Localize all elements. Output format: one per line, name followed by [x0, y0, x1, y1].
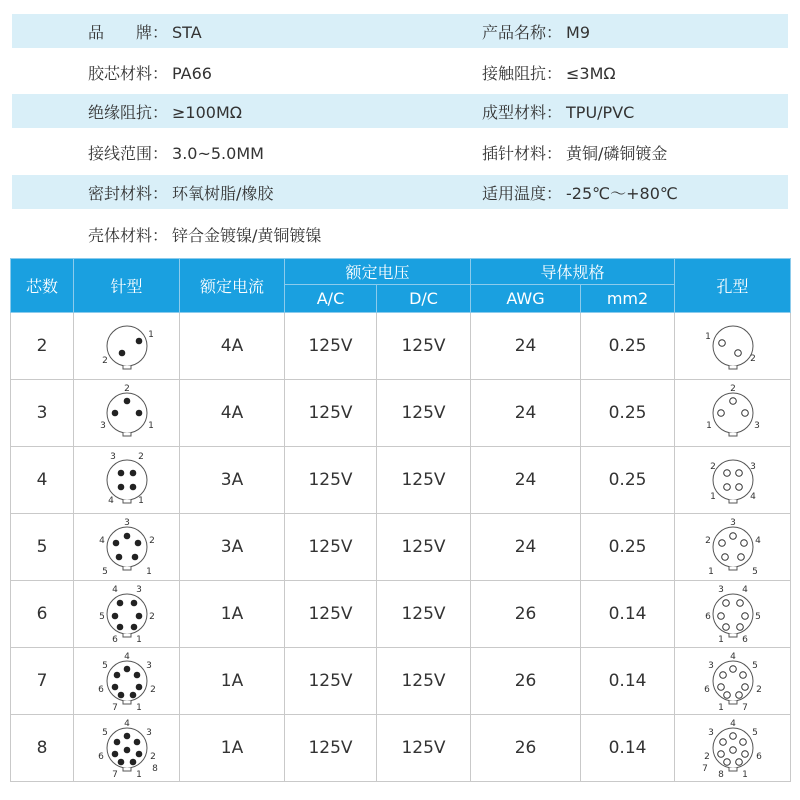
- pin-number-label: 3: [729, 518, 736, 528]
- pin-number-label: 3: [99, 421, 106, 431]
- hole-dot: [734, 350, 741, 357]
- cell-awg: 24: [471, 514, 581, 581]
- hole-dot: [723, 692, 730, 699]
- pin-dot: [111, 613, 118, 620]
- spec-row-2: [12, 55, 788, 89]
- pin-dot: [135, 684, 142, 691]
- pin-dot: [133, 672, 140, 679]
- pin-dot: [123, 533, 130, 540]
- key-notch: [123, 500, 131, 503]
- spec-row-1: [12, 14, 788, 48]
- key-notch: [123, 366, 131, 369]
- pin-dot: [117, 692, 124, 699]
- header-dc: D/C: [377, 285, 471, 313]
- cell-dc-voltage: 125V: [377, 715, 471, 782]
- hole-diagram: [697, 449, 769, 511]
- pin-number-label: 3: [707, 728, 714, 738]
- cell-hole-type: [675, 581, 791, 648]
- pin-dot: [115, 554, 122, 561]
- pin-number-label: 3: [123, 518, 130, 528]
- pin-number-label: 1: [707, 567, 714, 577]
- pin-number-label: 1: [741, 770, 748, 779]
- header-rated-voltage: 额定电压: [285, 259, 471, 285]
- pin-dot: [117, 484, 124, 491]
- key-notch: [729, 433, 737, 436]
- hole-dot: [741, 613, 748, 620]
- hole-dot: [718, 340, 725, 347]
- connector-body: [107, 460, 147, 500]
- cell-dc-voltage: 125V: [377, 313, 471, 380]
- pin-number-label: 8: [151, 764, 158, 774]
- spec-label: 成型材料：: [482, 102, 563, 122]
- pin-number-label: 6: [111, 635, 118, 645]
- spec-label: 绝缘阻抗：: [88, 102, 169, 122]
- connector-body: [107, 326, 147, 366]
- key-notch: [123, 768, 131, 771]
- spec-label: 产品名称：: [482, 22, 563, 42]
- pin-number-label: 4: [107, 496, 114, 506]
- hole-dot: [729, 666, 736, 673]
- cell-dc-voltage: 125V: [377, 581, 471, 648]
- table-row: [11, 514, 791, 581]
- cell-awg: 24: [471, 380, 581, 447]
- spec-value: ≤3MΩ: [566, 63, 616, 83]
- header-conductor-spec: 导体规格: [471, 259, 675, 285]
- key-notch: [123, 701, 131, 704]
- key-notch: [729, 567, 737, 570]
- pin-number-label: 7: [111, 703, 118, 712]
- cell-hole-type: [675, 715, 791, 782]
- pin-number-label: 3: [135, 585, 142, 595]
- pin-dot: [123, 666, 130, 673]
- table-row: [11, 648, 791, 715]
- hole-dot: [735, 692, 742, 699]
- cell-ac-voltage: 125V: [285, 648, 377, 715]
- spec-row-4: [12, 135, 788, 169]
- header-hole-type: 孔型: [675, 259, 791, 313]
- cell-awg: 26: [471, 715, 581, 782]
- key-notch: [729, 500, 737, 503]
- pin-number-label: 5: [101, 567, 108, 577]
- pin-number-label: 5: [101, 661, 108, 671]
- pin-dot: [123, 733, 130, 740]
- pin-dot: [117, 470, 124, 477]
- cell-dc-voltage: 125V: [377, 447, 471, 514]
- pin-dot: [123, 398, 130, 405]
- cell-awg: 26: [471, 581, 581, 648]
- pin-number-label: 2: [755, 685, 762, 695]
- hole-dot: [723, 470, 730, 477]
- key-notch: [729, 366, 737, 369]
- cell-hole-type: [675, 380, 791, 447]
- header-cores: 芯数: [11, 259, 74, 313]
- cell-dc-voltage: 125V: [377, 648, 471, 715]
- pin-dot: [117, 759, 124, 766]
- spec-label: 胶芯材料：: [88, 63, 169, 83]
- hole-dot: [721, 554, 728, 561]
- pin-dot: [111, 751, 118, 758]
- cell-ac-voltage: 125V: [285, 581, 377, 648]
- hole-dot: [735, 484, 742, 491]
- hole-dot: [741, 410, 748, 417]
- hole-dot: [729, 398, 736, 405]
- hole-dot: [736, 600, 743, 607]
- spec-label: 壳体材料：: [88, 225, 169, 245]
- pin-dot: [129, 759, 136, 766]
- pin-number-label: 5: [751, 728, 758, 738]
- cell-pin-type: [74, 447, 180, 514]
- pin-dot: [135, 338, 142, 345]
- hole-dot: [718, 540, 725, 547]
- hole-dot: [735, 470, 742, 477]
- cell-pin-type: [74, 715, 180, 782]
- spec-value: 3.0~5.0MM: [172, 143, 264, 163]
- pin-dot: [134, 540, 141, 547]
- pin-number-label: 6: [97, 685, 104, 695]
- pin-dot: [113, 672, 120, 679]
- pin-number-label: 1: [705, 421, 712, 431]
- hole-dot: [736, 624, 743, 631]
- cell-mm2: 0.25: [581, 447, 675, 514]
- table-row: [11, 313, 791, 380]
- cell-mm2: 0.25: [581, 380, 675, 447]
- spec-value: PA66: [172, 63, 212, 83]
- pin-number-label: 4: [729, 719, 736, 729]
- pin-number-label: 6: [704, 612, 711, 622]
- cell-rated-current: 3A: [180, 514, 285, 581]
- pin-number-label: 1: [145, 567, 152, 577]
- pin-number-label: 4: [123, 652, 130, 662]
- socket-body: [713, 460, 753, 500]
- cell-hole-type: [675, 514, 791, 581]
- cell-ac-voltage: 125V: [285, 380, 377, 447]
- pin-number-label: 1: [147, 330, 154, 340]
- cell-cores: 3: [11, 380, 74, 447]
- pin-number-label: 1: [717, 703, 724, 712]
- hole-dot: [737, 554, 744, 561]
- hole-dot: [722, 624, 729, 631]
- header-mm2: mm2: [581, 285, 675, 313]
- pin-number-label: 1: [135, 703, 142, 712]
- pin-number-label: 2: [704, 536, 711, 546]
- pin-dot: [130, 600, 137, 607]
- cell-pin-type: [74, 313, 180, 380]
- cell-ac-voltage: 125V: [285, 514, 377, 581]
- hole-dot: [717, 751, 724, 758]
- cell-mm2: 0.14: [581, 715, 675, 782]
- spec-row-5: [12, 175, 788, 209]
- cell-pin-type: [74, 648, 180, 715]
- pin-dot: [112, 540, 119, 547]
- hole-diagram: [697, 315, 769, 377]
- cell-ac-voltage: 125V: [285, 313, 377, 380]
- cell-mm2: 0.14: [581, 648, 675, 715]
- spec-label: 插针材料：: [482, 143, 563, 163]
- pin-diagram: [91, 650, 163, 712]
- spec-value: TPU/PVC: [566, 102, 635, 122]
- table-row: [11, 380, 791, 447]
- pin-dot: [131, 554, 138, 561]
- cell-hole-type: [675, 447, 791, 514]
- pin-number-label: 1: [137, 496, 144, 506]
- hole-dot: [739, 672, 746, 679]
- spec-label: 适用温度：: [482, 183, 563, 203]
- pin-number-label: 3: [109, 452, 116, 462]
- spec-value: 黄铜/磷铜镀金: [566, 143, 668, 163]
- key-notch: [123, 634, 131, 637]
- hole-dot: [717, 684, 724, 691]
- pin-number-label: 2: [749, 354, 756, 364]
- cell-dc-voltage: 125V: [377, 380, 471, 447]
- pin-number-label: 1: [147, 421, 154, 431]
- key-notch: [729, 768, 737, 771]
- pin-dot: [116, 624, 123, 631]
- pin-number-label: 7: [741, 703, 748, 712]
- pin-number-label: 2: [703, 752, 710, 762]
- pin-number-label: 4: [754, 536, 761, 546]
- cell-cores: 5: [11, 514, 74, 581]
- pin-dot: [116, 600, 123, 607]
- pin-number-label: 3: [145, 661, 152, 671]
- header-ac: A/C: [285, 285, 377, 313]
- cell-rated-current: 1A: [180, 715, 285, 782]
- pin-number-label: 2: [709, 462, 716, 472]
- pin-diagram: [91, 449, 163, 511]
- key-notch: [123, 433, 131, 436]
- pin-dot: [118, 350, 125, 357]
- pin-number-label: 3: [753, 421, 760, 431]
- cell-mm2: 0.25: [581, 313, 675, 380]
- pin-dot: [130, 624, 137, 631]
- pin-number-label: 4: [123, 719, 130, 729]
- header-pin-type: 针型: [74, 259, 180, 313]
- pin-dot: [133, 739, 140, 746]
- pin-number-label: 4: [729, 652, 736, 662]
- pin-diagram: [91, 315, 163, 377]
- pin-number-label: 3: [717, 585, 724, 595]
- cell-cores: 6: [11, 581, 74, 648]
- pin-dot: [135, 751, 142, 758]
- header-awg: AWG: [471, 285, 581, 313]
- pin-dot: [113, 739, 120, 746]
- cell-awg: 24: [471, 447, 581, 514]
- table-row: [11, 581, 791, 648]
- pin-number-label: 3: [707, 661, 714, 671]
- pin-number-label: 1: [135, 770, 142, 779]
- hole-dot: [741, 684, 748, 691]
- cell-rated-current: 4A: [180, 313, 285, 380]
- pin-number-label: 5: [754, 612, 761, 622]
- pin-number-label: 7: [701, 764, 708, 774]
- spec-label: 品 牌：: [88, 22, 169, 42]
- cell-cores: 8: [11, 715, 74, 782]
- cell-pin-type: [74, 581, 180, 648]
- pin-number-label: 6: [703, 685, 710, 695]
- pin-number-label: 4: [741, 585, 748, 595]
- pin-dot: [135, 410, 142, 417]
- cell-rated-current: 1A: [180, 581, 285, 648]
- pin-number-label: 2: [148, 536, 155, 546]
- pin-number-label: 4: [749, 492, 756, 502]
- pin-number-label: 3: [749, 462, 756, 472]
- hole-diagram: [697, 583, 769, 645]
- pin-dot: [123, 747, 130, 754]
- pin-number-label: 4: [111, 585, 118, 595]
- hole-diagram: [697, 717, 769, 779]
- table-row: [11, 715, 791, 782]
- hole-dot: [717, 613, 724, 620]
- hole-dot: [719, 739, 726, 746]
- cell-rated-current: 4A: [180, 380, 285, 447]
- cell-ac-voltage: 125V: [285, 715, 377, 782]
- cell-mm2: 0.25: [581, 514, 675, 581]
- cell-hole-type: [675, 648, 791, 715]
- pin-number-label: 5: [101, 728, 108, 738]
- pin-dot: [135, 613, 142, 620]
- spec-value: 环氧树脂/橡胶: [172, 183, 274, 203]
- pin-diagram: [91, 583, 163, 645]
- spec-value: ≥100MΩ: [172, 102, 242, 122]
- cell-cores: 2: [11, 313, 74, 380]
- pin-number-label: 5: [751, 661, 758, 671]
- hole-diagram: [697, 650, 769, 712]
- hole-diagram: [697, 516, 769, 578]
- spec-value: STA: [172, 22, 202, 42]
- pin-diagram: [91, 516, 163, 578]
- pin-number-label: 2: [101, 356, 108, 366]
- pin-dot: [111, 684, 118, 691]
- pin-dot: [111, 410, 118, 417]
- cell-rated-current: 1A: [180, 648, 285, 715]
- pin-number-label: 2: [123, 384, 130, 394]
- key-notch: [729, 701, 737, 704]
- pin-diagram: [91, 382, 163, 444]
- spec-value: 锌合金镀镍/黄铜镀镍: [172, 225, 322, 245]
- hole-dot: [735, 759, 742, 766]
- pin-number-label: 2: [148, 612, 155, 622]
- pin-number-label: 2: [149, 685, 156, 695]
- key-notch: [123, 567, 131, 570]
- hole-dot: [722, 600, 729, 607]
- cell-pin-type: [74, 514, 180, 581]
- pin-number-label: 7: [111, 770, 118, 779]
- pin-number-label: 1: [704, 332, 711, 342]
- pin-number-label: 2: [149, 752, 156, 762]
- pin-number-label: 1: [135, 635, 142, 645]
- header-rated-current: 额定电流: [180, 259, 285, 313]
- pin-number-label: 2: [729, 384, 736, 394]
- hole-dot: [719, 672, 726, 679]
- hole-dot: [729, 533, 736, 540]
- cell-cores: 4: [11, 447, 74, 514]
- table-row: [11, 447, 791, 514]
- spec-value: -25℃～+80℃: [566, 183, 678, 203]
- cell-rated-current: 3A: [180, 447, 285, 514]
- pin-number-label: 6: [755, 752, 762, 762]
- pin-number-label: 3: [145, 728, 152, 738]
- pin-number-label: 5: [751, 567, 758, 577]
- socket-body: [713, 326, 753, 366]
- cell-hole-type: [675, 313, 791, 380]
- connector-spec-table: [10, 258, 791, 782]
- hole-dot: [729, 747, 736, 754]
- spec-label: 接线范围：: [88, 143, 169, 163]
- pin-dot: [129, 692, 136, 699]
- cell-awg: 26: [471, 648, 581, 715]
- spec-value: M9: [566, 22, 590, 42]
- hole-dot: [740, 540, 747, 547]
- spec-row-3: [12, 94, 788, 128]
- key-notch: [729, 634, 737, 637]
- spec-row-6: [12, 217, 788, 251]
- hole-dot: [741, 751, 748, 758]
- hole-dot: [739, 739, 746, 746]
- pin-number-label: 4: [98, 536, 105, 546]
- cell-ac-voltage: 125V: [285, 447, 377, 514]
- pin-number-label: 1: [709, 492, 716, 502]
- pin-diagram: [91, 717, 163, 779]
- cell-mm2: 0.14: [581, 581, 675, 648]
- pin-dot: [129, 484, 136, 491]
- pin-number-label: 5: [98, 612, 105, 622]
- pin-number-label: 1: [717, 635, 724, 645]
- hole-diagram: [697, 382, 769, 444]
- hole-dot: [717, 410, 724, 417]
- pin-number-label: 6: [97, 752, 104, 762]
- spec-label: 接触阻抗：: [482, 63, 563, 83]
- cell-awg: 24: [471, 313, 581, 380]
- pin-number-label: 6: [741, 635, 748, 645]
- pin-number-label: 8: [717, 770, 724, 779]
- cell-dc-voltage: 125V: [377, 514, 471, 581]
- hole-dot: [723, 484, 730, 491]
- cell-pin-type: [74, 380, 180, 447]
- spec-label: 密封材料：: [88, 183, 169, 203]
- hole-dot: [723, 759, 730, 766]
- pin-number-label: 2: [137, 452, 144, 462]
- pin-dot: [129, 470, 136, 477]
- cell-cores: 7: [11, 648, 74, 715]
- hole-dot: [729, 733, 736, 740]
